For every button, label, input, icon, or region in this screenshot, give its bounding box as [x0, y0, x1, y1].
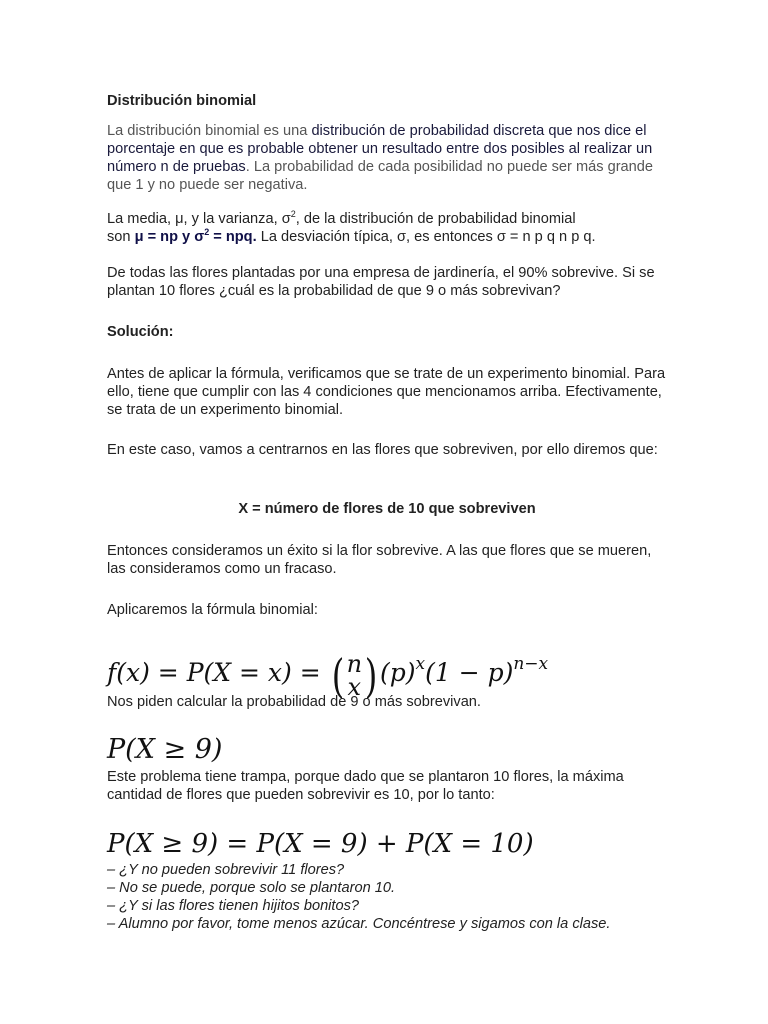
formula-sum: P(X ≥ 9) = P(X = 9) + P(X = 10)	[107, 829, 534, 859]
dialogue	[107, 861, 667, 933]
intro-text-start: La distribución binomial es una	[107, 123, 312, 139]
mean-formula-b: = npq.	[209, 229, 257, 245]
success-paragraph: Entonces consideramos un éxito si la flor sobrevive. A las que flores que se mueren, las consideramos como un fracaso.	[107, 543, 652, 577]
intro-paragraph	[107, 122, 667, 194]
mean-variance-paragraph	[107, 210, 667, 246]
dialogue-line: – Alumno por favor, tome menos azúcar. Concéntrese y sigamos con la clase.	[107, 916, 611, 932]
apply-paragraph: Aplicaremos la fórmula binomial:	[107, 602, 318, 618]
formula-exp-n-minus-x: n−x	[513, 654, 549, 674]
binom-bottom: x	[347, 673, 362, 701]
right-paren: )	[364, 649, 378, 703]
formula-p-x-geq-9: P(X ≥ 9)	[107, 734, 223, 765]
focus-paragraph: En este caso, vamos a centrarnos en las flores que sobreviven, por ello diremos que:	[107, 442, 658, 458]
trap-paragraph: Este problema tiene trampa, porque dado que se plantaron 10 flores, la máxima cantidad de flores que pueden sobrevivir es 10, por lo tanto:	[107, 769, 624, 803]
intro-definition-link[interactable]: distribución de probabilidad discreta que nos dice el porcentaje en que es probable obtener un resultado entre dos posibles al realizar un número n de pruebas	[107, 123, 653, 175]
intro-text-end: . La probabilidad de cada posibilidad no puede ser más grande que 1 y no puede ser negativa.	[107, 159, 654, 193]
mean-text-3: son	[107, 229, 135, 245]
problem-paragraph: De todas las flores plantadas por una empresa de jardinería, el 90% sobrevive. Si se plantan 10 flores ¿cuál es la probabilidad de que 9 o más sobrevivan?	[107, 265, 655, 299]
sigma-superscript: 2	[290, 209, 296, 219]
formula-lhs: f(x) = P(X = x) =	[107, 658, 329, 687]
mean-text-1: La media, μ, y la varianza, σ	[107, 211, 291, 227]
dialogue-line: – ¿Y si las flores tienen hijitos bonitos?	[107, 898, 360, 914]
formula-exp-x: x	[415, 654, 426, 674]
variance-superscript: 2	[204, 227, 210, 237]
mean-text-2: , de la distribución de probabilidad binomial	[295, 211, 576, 227]
left-paren: (	[331, 649, 344, 703]
dialogue-line: – ¿Y no pueden sobrevivir 11 flores?	[107, 862, 345, 878]
formula-1-minus-p: (1 − p)	[425, 658, 514, 687]
binom-top: n	[346, 650, 363, 678]
formula-p: (p)	[379, 658, 416, 687]
document-title: Distribución binomial	[107, 93, 257, 109]
verify-paragraph: Antes de aplicar la fórmula, verificamos que se trate de un experimento binomial. Para ello, tiene que cumplir con las 4 condiciones que mencionamos arriba. Efectivamente, se trata de un experimento binomial.	[107, 366, 666, 418]
mean-formula-a: μ = np y σ	[134, 229, 205, 245]
x-definition: X = número de flores de 10 que sobreviven	[238, 501, 536, 517]
dialogue-line: – No se puede, porque solo se plantaron 10.	[107, 880, 396, 896]
mean-text-4: La desviación típica, σ, es entonces σ = n p q n p q.	[256, 229, 596, 245]
ask-paragraph: Nos piden calcular la probabilidad de 9 o más sobrevivan.	[107, 694, 481, 710]
solution-heading: Solución:	[107, 324, 174, 340]
